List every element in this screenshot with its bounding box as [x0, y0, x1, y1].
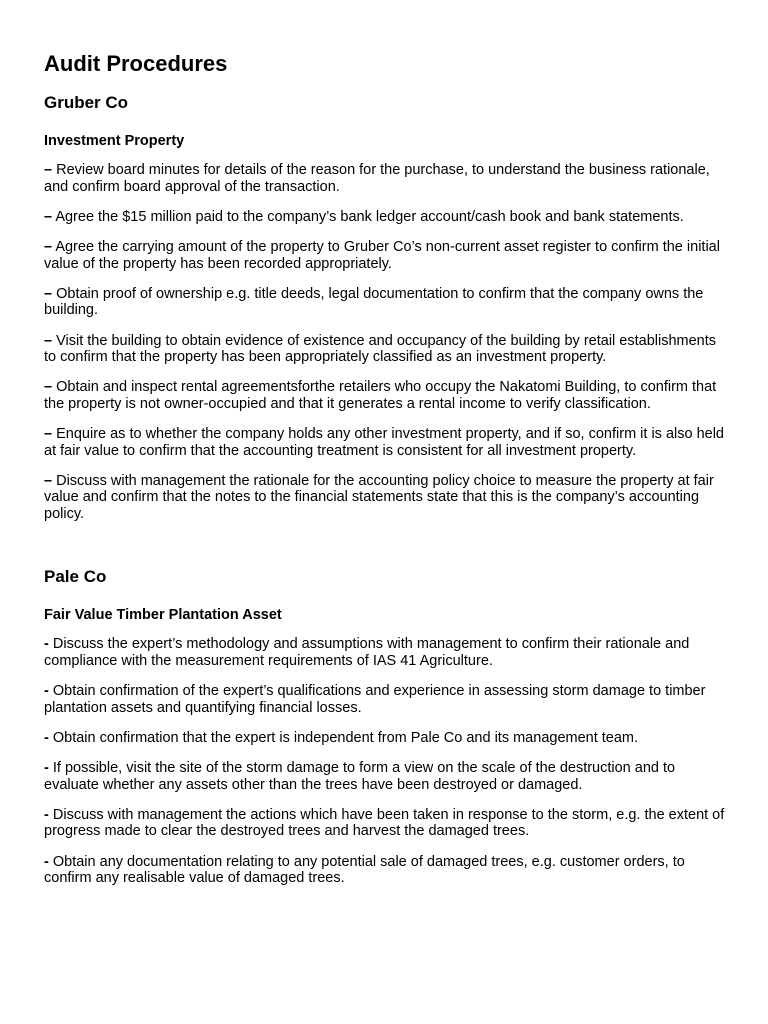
procedure-text: Obtain confirmation that the expert is independent from Pale Co and its management team.	[52, 729, 639, 746]
hyphen-bullet: -	[44, 636, 49, 653]
procedure-text: Enquire as to whether the company holds any other investment property, and if so, confirm it is also held at fair value to confirm that the accounting treatment is consistent for all investment property.	[44, 426, 724, 459]
hyphen-bullet: -	[44, 806, 49, 823]
procedure-text: Discuss the expert’s methodology and assumptions with management to confirm their rationale and compliance with the measurement requirements of IAS 41 Agriculture.	[44, 636, 690, 669]
dash-bullet: –	[44, 162, 53, 178]
procedure-text: Visit the building to obtain evidence of existence and occupancy of the building by retail establishments to confirm that the property has been appropriately classified as an investment property.	[44, 332, 717, 366]
procedure-item	[44, 683, 728, 716]
procedure-text: Review board minutes for details of the reason for the purchase, to understand the business rationale, and confirm board approval of the transaction.	[44, 162, 710, 195]
procedure-item	[44, 760, 728, 793]
procedure-item	[44, 636, 728, 669]
procedure-item	[44, 730, 728, 747]
section-spacer	[44, 536, 728, 566]
procedure-item	[44, 333, 728, 366]
procedure-text: Discuss with management the actions which have been taken in response to the storm, e.g. the extent of progress made to clear the destroyed trees and harvest the damaged trees.	[44, 806, 725, 840]
procedure-item	[44, 209, 728, 226]
subheading-investment-property: Investment Property	[44, 133, 185, 149]
procedure-item	[44, 426, 728, 459]
hyphen-bullet: -	[44, 760, 49, 776]
procedure-item	[44, 239, 728, 272]
company-heading-pale-co: Pale Co	[44, 567, 107, 587]
procedure-item	[44, 379, 728, 412]
document-title: Audit Procedures	[44, 51, 228, 76]
procedure-item	[44, 807, 728, 840]
section-gruber-co	[44, 92, 728, 523]
dash-bullet: –	[44, 238, 53, 255]
company-heading-gruber-co: Gruber Co	[44, 93, 129, 112]
dash-bullet: –	[44, 208, 53, 225]
dash-bullet: –	[44, 285, 53, 302]
subheading-fair-value-timber: Fair Value Timber Plantation Asset	[44, 607, 282, 624]
procedure-item	[44, 854, 728, 887]
procedure-text: Agree the $15 million paid to the company’s bank ledger account/cash book and bank statements.	[55, 208, 684, 225]
procedure-text: Obtain confirmation of the expert’s qualifications and experience in assessing storm damage to timber plantation assets and quantifying financial losses.	[44, 683, 706, 716]
procedure-item	[44, 162, 728, 195]
procedure-text: Discuss with management the rationale for the accounting policy choice to measure the property at fair value and confirm that the notes to the financial statements state that this is the company’s accounting policy.	[44, 472, 714, 523]
dash-bullet: –	[44, 472, 53, 489]
hyphen-bullet: -	[44, 853, 49, 870]
hyphen-bullet: -	[44, 683, 49, 700]
procedure-item	[44, 286, 728, 319]
section-pale-co	[44, 566, 728, 887]
procedure-text: Obtain any documentation relating to any potential sale of damaged trees, e.g. customer orders, to confirm any realisable value of damaged trees.	[44, 853, 685, 887]
procedure-text: If possible, visit the site of the storm damage to form a view on the scale of the destruction and to evaluate whether any assets other than the trees have been destroyed or damaged.	[44, 760, 676, 793]
hyphen-bullet: -	[44, 729, 49, 746]
dash-bullet: –	[44, 332, 53, 349]
procedure-list-gruber-co	[44, 162, 728, 523]
dash-bullet: –	[44, 379, 53, 396]
dash-bullet: –	[44, 426, 53, 443]
procedure-text: Agree the carrying amount of the property to Gruber Co’s non-current asset register to confirm the initial value of the property has been recorded appropriately.	[44, 238, 720, 272]
procedure-item	[44, 473, 728, 523]
procedure-text: Obtain proof of ownership e.g. title deeds, legal documentation to confirm that the company owns the building.	[44, 285, 704, 319]
procedure-text: Obtain and inspect rental agreementsforthe retailers who occupy the Nakatomi Building, to confirm that the property is not owner-occupied and that it generates a rental income to verify classification.	[44, 379, 717, 412]
procedure-list-pale-co	[44, 636, 728, 887]
